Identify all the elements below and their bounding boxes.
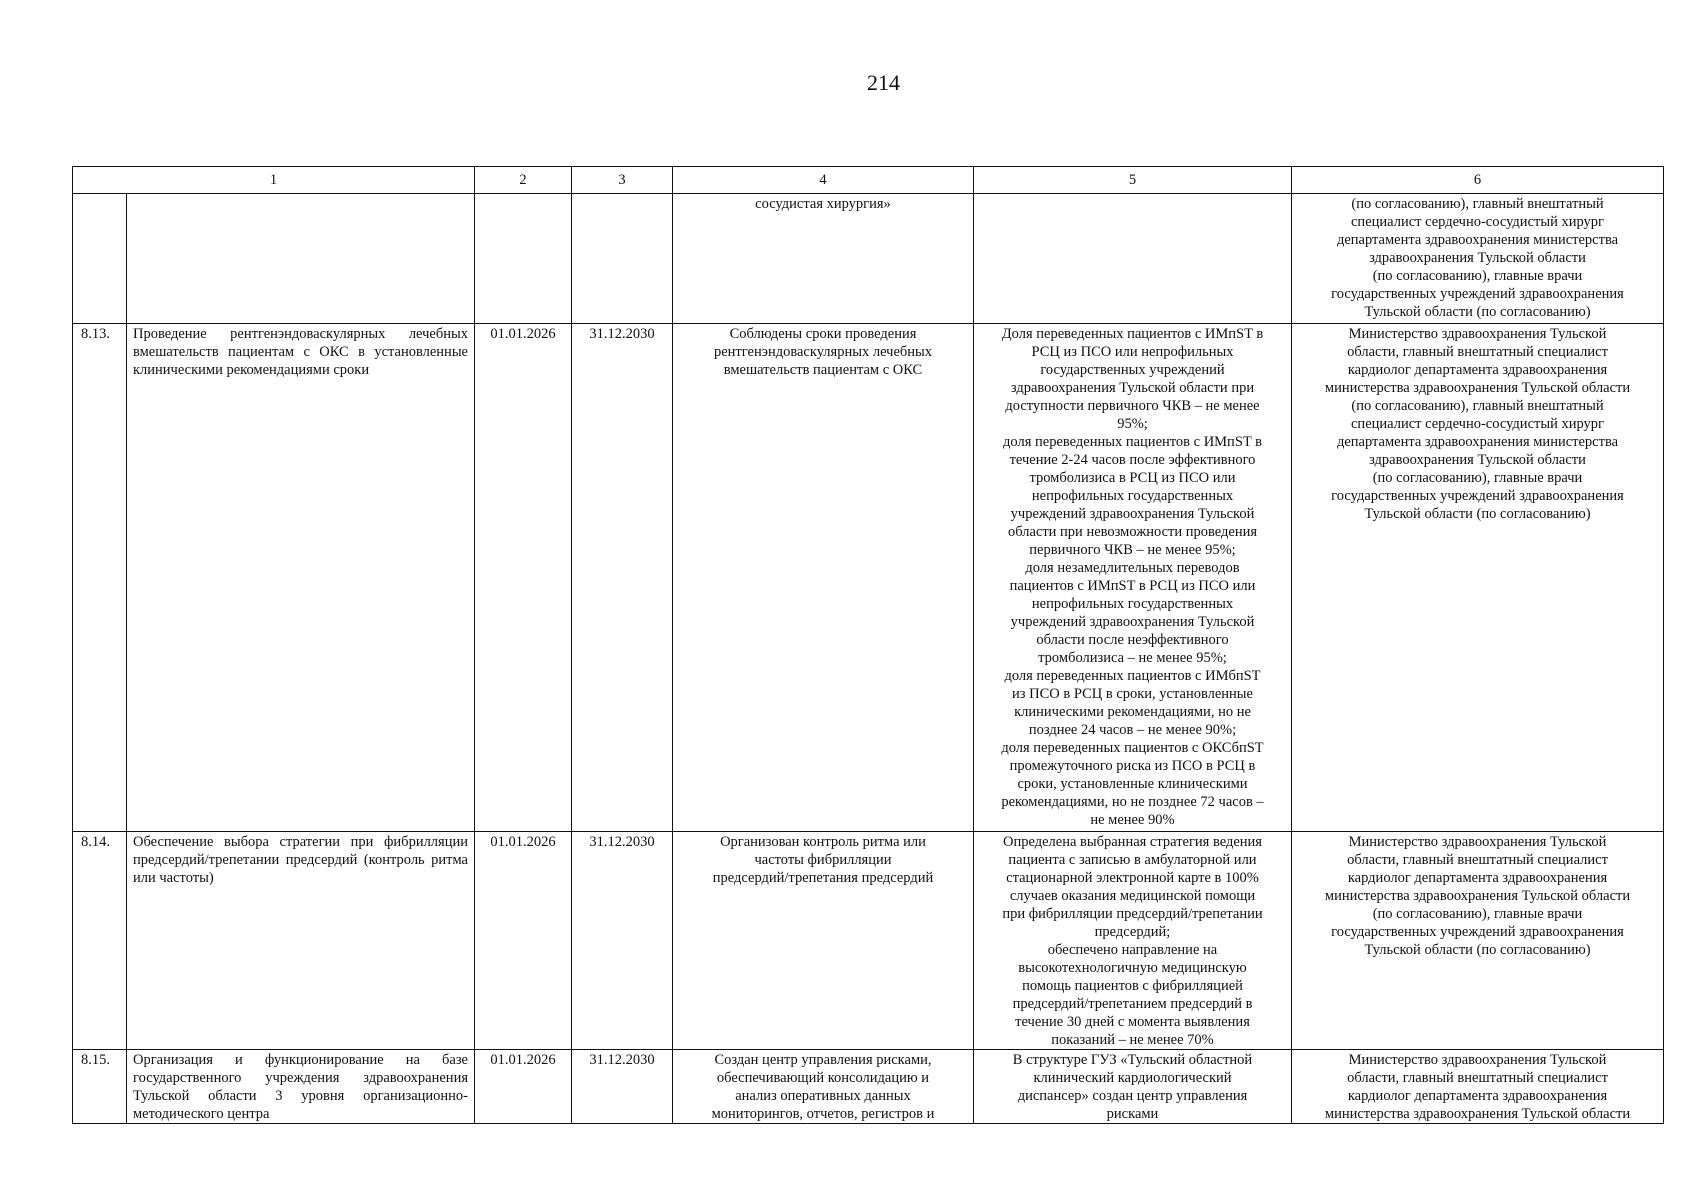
row-indicator: В структуре ГУЗ «Тульский областной клинический кардиологический диспансер» создан центр управления рисками bbox=[974, 1050, 1292, 1124]
row-end-date: 31.12.2030 bbox=[572, 832, 673, 1050]
row-start-date: 01.01.2026 bbox=[475, 1050, 572, 1124]
header-col-4: 4 bbox=[673, 167, 974, 194]
row-indicator bbox=[974, 194, 1292, 324]
row-start-date: 01.01.2026 bbox=[475, 832, 572, 1050]
row-responsible: (по согласованию), главный внештатный специалист сердечно-сосудистый хирург департамента здравоохранения министерства здравоохранения Тульской области (по согласованию), главные врачи государственных учреждений здравоохранения Тульской области (по согласованию) bbox=[1292, 194, 1664, 324]
table-row bbox=[73, 1050, 1664, 1124]
table-header-row bbox=[73, 167, 1664, 194]
header-col-1: 1 bbox=[73, 167, 475, 194]
table-row bbox=[73, 832, 1664, 1050]
table-row bbox=[73, 194, 1664, 324]
row-result: Соблюдены сроки проведения рентгенэндоваскулярных лечебных вмешательств пациентам с ОКС bbox=[673, 324, 974, 832]
row-activity: Проведение рентгенэндоваскулярных лечебных вмешательств пациентам с ОКС в установленные клиническими рекомендациями сроки bbox=[127, 324, 475, 832]
header-col-3: 3 bbox=[572, 167, 673, 194]
header-col-6: 6 bbox=[1292, 167, 1664, 194]
row-start-date: 01.01.2026 bbox=[475, 324, 572, 832]
row-number: 8.15. bbox=[73, 1050, 127, 1124]
row-responsible: Министерство здравоохранения Тульской области, главный внештатный специалист кардиолог департамента здравоохранения министерства здравоохранения Тульской области (по согласованию), главный внештатный специалист сердечно-сосудистый хирург департамента здравоохранения министерства здравоохранения Тульской области (по согласованию), главные врачи государственных учреждений здравоохранения Тульской области (по согласованию) bbox=[1292, 324, 1664, 832]
row-end-date: 31.12.2030 bbox=[572, 1050, 673, 1124]
row-number: 8.13. bbox=[73, 324, 127, 832]
row-end-date bbox=[572, 194, 673, 324]
row-result: Организован контроль ритма или частоты фибрилляции предсердий/трепетания предсердий bbox=[673, 832, 974, 1050]
row-activity: Обеспечение выбора стратегии при фибрилляции предсердий/трепетании предсердий (контроль ритма или частоты) bbox=[127, 832, 475, 1050]
row-indicator: Определена выбранная стратегия ведения пациента с записью в амбулаторной или стационарной электронной карте в 100% случаев оказания медицинской помощи при фибрилляции предсердий/трепетании предсердий; обеспечено направление на высокотехнологичную медицинскую помощь пациентов с фибрилляцией предсердий/трепетанием предсердий в течение 30 дней с момента выявления показаний – не менее 70% bbox=[974, 832, 1292, 1050]
header-col-2: 2 bbox=[475, 167, 572, 194]
row-activity: Организация и функционирование на базе государственного учреждения здравоохранения Тульской области 3 уровня организационно-методического центра bbox=[127, 1050, 475, 1124]
row-end-date: 31.12.2030 bbox=[572, 324, 673, 832]
row-responsible: Министерство здравоохранения Тульской области, главный внештатный специалист кардиолог департамента здравоохранения министерства здравоохранения Тульской области bbox=[1292, 1050, 1664, 1124]
row-result: Создан центр управления рисками, обеспечивающий консолидацию и анализ оперативных данных мониторингов, отчетов, регистров и bbox=[673, 1050, 974, 1124]
row-indicator: Доля переведенных пациентов с ИМпST в РСЦ из ПСО или непрофильных государственных учреждений здравоохранения Тульской области при доступности первичного ЧКВ – не менее 95%; доля переведенных пациентов с ИМпST в течение 2-24 часов после эффективного тромболизиса в РСЦ из ПСО или непрофильных государственных учреждений здравоохранения Тульской области при невозможности проведения первичного ЧКВ – не менее 95%; доля незамедлительных переводов пациентов с ИМпST в РСЦ из ПСО или непрофильных государственных учреждений здравоохранения Тульской области после неэффективного тромболизиса – не менее 95%; доля переведенных пациентов с ИМбпST из ПСО в РСЦ в сроки, установленные клиническими рекомендациями, но не позднее 24 часов – не менее 90%; доля переведенных пациентов с ОКСбпST промежуточного риска из ПСО в РСЦ в сроки, установленные клиническими рекомендациями, но не позднее 72 часов – не менее 90% bbox=[974, 324, 1292, 832]
table-row bbox=[73, 324, 1664, 832]
page-number: 214 bbox=[867, 70, 900, 95]
header-col-5: 5 bbox=[974, 167, 1292, 194]
row-start-date bbox=[475, 194, 572, 324]
row-number: 8.14. bbox=[73, 832, 127, 1050]
row-result: сосудистая хирургия» bbox=[673, 194, 974, 324]
plan-table bbox=[72, 166, 1664, 1124]
row-activity bbox=[127, 194, 475, 324]
row-responsible: Министерство здравоохранения Тульской области, главный внештатный специалист кардиолог департамента здравоохранения министерства здравоохранения Тульской области (по согласованию), главные врачи государственных учреждений здравоохранения Тульской области (по согласованию) bbox=[1292, 832, 1664, 1050]
row-number bbox=[73, 194, 127, 324]
